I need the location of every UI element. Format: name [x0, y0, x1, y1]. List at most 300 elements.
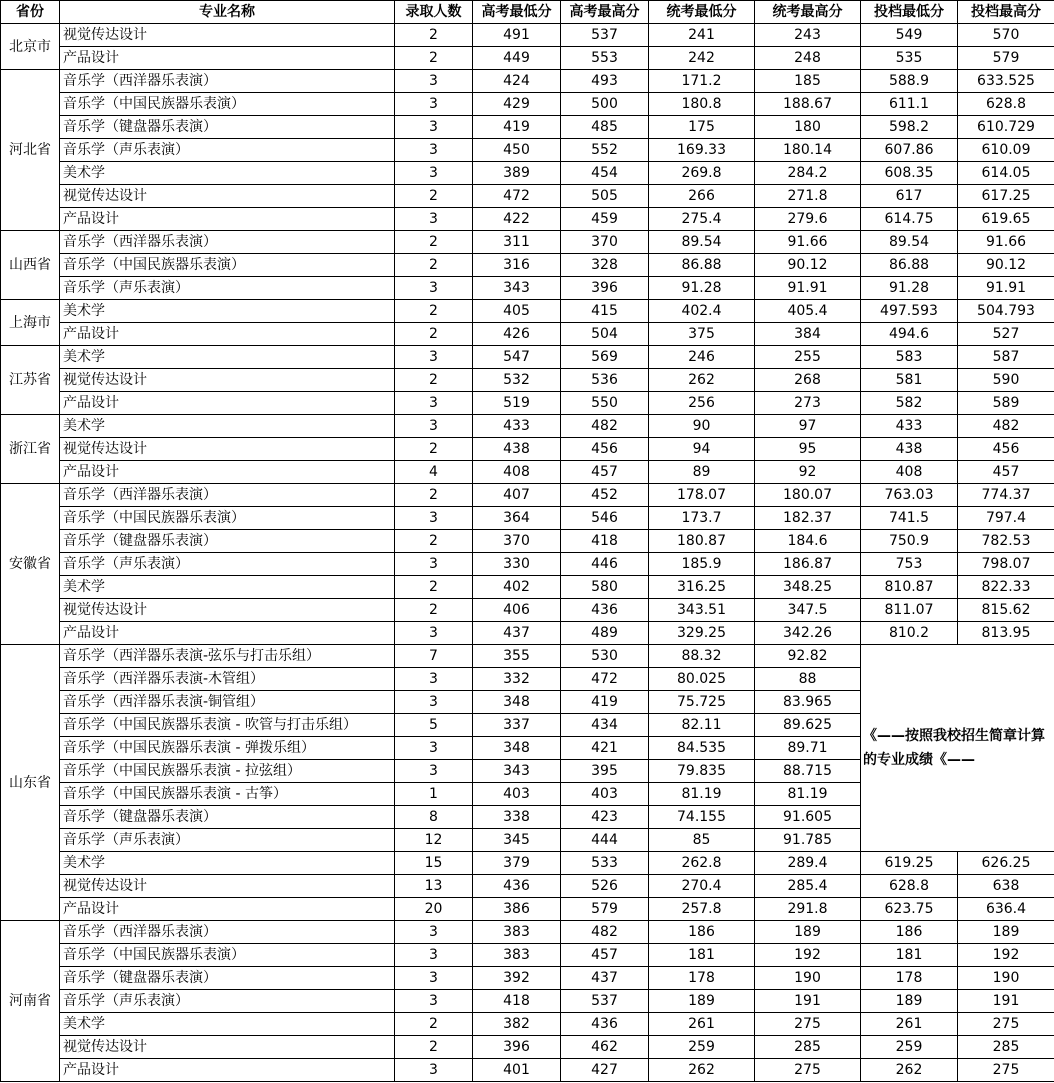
gaokao-max-cell: 415 — [561, 300, 649, 323]
unified-exam-min-cell: 81.19 — [649, 783, 755, 806]
filing-min-cell: 535 — [861, 47, 958, 70]
major-cell: 产品设计 — [60, 898, 395, 921]
major-cell: 音乐学（声乐表演） — [60, 829, 395, 852]
unified-exam-min-cell: 91.28 — [649, 277, 755, 300]
unified-exam-min-cell: 246 — [649, 346, 755, 369]
unified-exam-min-cell: 261 — [649, 1013, 755, 1036]
major-cell: 视觉传达设计 — [60, 438, 395, 461]
filing-max-cell: 813.95 — [958, 622, 1054, 645]
unified-exam-max-cell: 384 — [755, 323, 861, 346]
filing-max-cell: 610.09 — [958, 139, 1054, 162]
filing-min-cell: 582 — [861, 392, 958, 415]
admitted-count-cell: 12 — [395, 829, 473, 852]
unified-exam-max-cell: 184.6 — [755, 530, 861, 553]
major-cell: 音乐学（西洋器乐表演-铜管组） — [60, 691, 395, 714]
table-row — [1, 116, 1054, 139]
major-cell: 视觉传达设计 — [60, 1036, 395, 1059]
major-cell: 美术学 — [60, 162, 395, 185]
filing-min-cell: 91.28 — [861, 277, 958, 300]
unified-exam-min-cell: 256 — [649, 392, 755, 415]
unified-exam-min-cell: 94 — [649, 438, 755, 461]
admitted-count-cell: 2 — [395, 599, 473, 622]
gaokao-min-cell: 547 — [473, 346, 561, 369]
unified-exam-min-cell: 275.4 — [649, 208, 755, 231]
unified-exam-max-cell: 95 — [755, 438, 861, 461]
province-cell: 山东省 — [1, 645, 60, 921]
table-row — [1, 277, 1054, 300]
table-row — [1, 599, 1054, 622]
major-cell: 视觉传达设计 — [60, 369, 395, 392]
gaokao-min-cell: 402 — [473, 576, 561, 599]
filing-max-cell: 190 — [958, 967, 1054, 990]
admitted-count-cell: 2 — [395, 24, 473, 47]
gaokao-max-cell: 482 — [561, 415, 649, 438]
gaokao-min-cell: 532 — [473, 369, 561, 392]
gaokao-max-cell: 533 — [561, 852, 649, 875]
unified-exam-max-cell: 180.07 — [755, 484, 861, 507]
unified-exam-min-cell: 185.9 — [649, 553, 755, 576]
major-cell: 美术学 — [60, 300, 395, 323]
admitted-count-cell: 4 — [395, 461, 473, 484]
admitted-count-cell: 5 — [395, 714, 473, 737]
gaokao-min-cell: 519 — [473, 392, 561, 415]
filing-min-cell: 750.9 — [861, 530, 958, 553]
admitted-count-cell: 7 — [395, 645, 473, 668]
major-cell: 音乐学（中国民族器乐表演 - 古筝） — [60, 783, 395, 806]
unified-exam-max-cell: 83.965 — [755, 691, 861, 714]
filing-min-cell: 497.593 — [861, 300, 958, 323]
gaokao-min-cell: 392 — [473, 967, 561, 990]
gaokao-min-cell: 433 — [473, 415, 561, 438]
unified-exam-min-cell: 262 — [649, 1059, 755, 1082]
major-cell: 视觉传达设计 — [60, 875, 395, 898]
table-row — [1, 369, 1054, 392]
major-cell: 音乐学（键盘器乐表演） — [60, 116, 395, 139]
major-cell: 美术学 — [60, 1013, 395, 1036]
table-row — [1, 346, 1054, 369]
filing-min-cell: 259 — [861, 1036, 958, 1059]
admitted-count-cell: 20 — [395, 898, 473, 921]
major-cell: 音乐学（中国民族器乐表演） — [60, 93, 395, 116]
unified-exam-max-cell: 342.26 — [755, 622, 861, 645]
unified-exam-min-cell: 178.07 — [649, 484, 755, 507]
major-cell: 音乐学（声乐表演） — [60, 990, 395, 1013]
header-province: 省份 — [1, 1, 60, 24]
gaokao-min-cell: 379 — [473, 852, 561, 875]
gaokao-min-cell: 396 — [473, 1036, 561, 1059]
gaokao-min-cell: 472 — [473, 185, 561, 208]
gaokao-max-cell: 550 — [561, 392, 649, 415]
unified-exam-max-cell: 275 — [755, 1059, 861, 1082]
province-cell: 安徽省 — [1, 484, 60, 645]
filing-max-cell: 626.25 — [958, 852, 1054, 875]
admitted-count-cell: 2 — [395, 300, 473, 323]
major-cell: 音乐学（西洋器乐表演-弦乐与打击乐组） — [60, 645, 395, 668]
unified-exam-min-cell: 270.4 — [649, 875, 755, 898]
province-cell: 河北省 — [1, 70, 60, 231]
major-cell: 音乐学（中国民族器乐表演 - 吹管与打击乐组） — [60, 714, 395, 737]
gaokao-max-cell: 444 — [561, 829, 649, 852]
table-row — [1, 323, 1054, 346]
unified-exam-max-cell: 180.14 — [755, 139, 861, 162]
unified-exam-min-cell: 89.54 — [649, 231, 755, 254]
filing-max-cell: 587 — [958, 346, 1054, 369]
admitted-count-cell: 2 — [395, 47, 473, 70]
filing-max-cell: 457 — [958, 461, 1054, 484]
admitted-count-cell: 3 — [395, 921, 473, 944]
table-row — [1, 990, 1054, 1013]
admitted-count-cell: 3 — [395, 139, 473, 162]
unified-exam-max-cell: 284.2 — [755, 162, 861, 185]
table-row — [1, 162, 1054, 185]
unified-exam-max-cell: 285.4 — [755, 875, 861, 898]
filing-min-cell: 810.2 — [861, 622, 958, 645]
gaokao-min-cell: 403 — [473, 783, 561, 806]
gaokao-max-cell: 552 — [561, 139, 649, 162]
filing-min-cell: 628.8 — [861, 875, 958, 898]
unified-exam-min-cell: 241 — [649, 24, 755, 47]
table-row — [1, 530, 1054, 553]
filing-min-cell: 598.2 — [861, 116, 958, 139]
filing-max-cell: 192 — [958, 944, 1054, 967]
major-cell: 音乐学（声乐表演） — [60, 277, 395, 300]
filing-max-cell: 527 — [958, 323, 1054, 346]
header-major: 专业名称 — [60, 1, 395, 24]
admitted-count-cell: 2 — [395, 185, 473, 208]
major-cell: 视觉传达设计 — [60, 599, 395, 622]
gaokao-min-cell: 330 — [473, 553, 561, 576]
table-row — [1, 507, 1054, 530]
unified-exam-max-cell: 182.37 — [755, 507, 861, 530]
admitted-count-cell: 1 — [395, 783, 473, 806]
major-cell: 美术学 — [60, 576, 395, 599]
unified-exam-max-cell: 92 — [755, 461, 861, 484]
gaokao-max-cell: 419 — [561, 691, 649, 714]
admitted-count-cell: 3 — [395, 1059, 473, 1082]
filing-max-cell: 579 — [958, 47, 1054, 70]
filing-max-cell: 191 — [958, 990, 1054, 1013]
admitted-count-cell: 2 — [395, 576, 473, 599]
unified-exam-max-cell: 91.91 — [755, 277, 861, 300]
gaokao-max-cell: 553 — [561, 47, 649, 70]
gaokao-min-cell: 419 — [473, 116, 561, 139]
gaokao-max-cell: 457 — [561, 461, 649, 484]
filing-max-cell: 91.91 — [958, 277, 1054, 300]
unified-exam-min-cell: 262 — [649, 369, 755, 392]
admitted-count-cell: 3 — [395, 737, 473, 760]
filing-min-cell: 619.25 — [861, 852, 958, 875]
gaokao-min-cell: 389 — [473, 162, 561, 185]
admitted-count-cell: 3 — [395, 346, 473, 369]
gaokao-min-cell: 370 — [473, 530, 561, 553]
unified-exam-min-cell: 189 — [649, 990, 755, 1013]
unified-exam-max-cell: 89.625 — [755, 714, 861, 737]
table-row — [1, 47, 1054, 70]
admitted-count-cell: 3 — [395, 944, 473, 967]
unified-exam-min-cell: 259 — [649, 1036, 755, 1059]
gaokao-max-cell: 569 — [561, 346, 649, 369]
filing-max-cell: 617.25 — [958, 185, 1054, 208]
gaokao-max-cell: 436 — [561, 599, 649, 622]
admitted-count-cell: 3 — [395, 691, 473, 714]
header-admitted-count: 录取人数 — [395, 1, 473, 24]
table-row — [1, 208, 1054, 231]
unified-exam-min-cell: 89 — [649, 461, 755, 484]
unified-exam-max-cell: 243 — [755, 24, 861, 47]
major-cell: 音乐学（键盘器乐表演） — [60, 967, 395, 990]
gaokao-min-cell: 386 — [473, 898, 561, 921]
major-cell: 音乐学（中国民族器乐表演） — [60, 254, 395, 277]
admitted-count-cell: 8 — [395, 806, 473, 829]
major-cell: 美术学 — [60, 346, 395, 369]
unified-exam-min-cell: 343.51 — [649, 599, 755, 622]
gaokao-max-cell: 436 — [561, 1013, 649, 1036]
unified-exam-max-cell: 185 — [755, 70, 861, 93]
gaokao-max-cell: 370 — [561, 231, 649, 254]
admitted-count-cell: 2 — [395, 438, 473, 461]
table-row — [1, 70, 1054, 93]
admitted-count-cell: 3 — [395, 622, 473, 645]
unified-exam-max-cell: 285 — [755, 1036, 861, 1059]
unified-exam-max-cell: 248 — [755, 47, 861, 70]
gaokao-max-cell: 472 — [561, 668, 649, 691]
filing-max-cell: 504.793 — [958, 300, 1054, 323]
filing-min-cell: 549 — [861, 24, 958, 47]
table-row — [1, 576, 1054, 599]
major-cell: 音乐学（声乐表演） — [60, 139, 395, 162]
filing-max-cell: 285 — [958, 1036, 1054, 1059]
gaokao-max-cell: 493 — [561, 70, 649, 93]
filing-max-cell: 456 — [958, 438, 1054, 461]
gaokao-min-cell: 436 — [473, 875, 561, 898]
unified-exam-max-cell: 191 — [755, 990, 861, 1013]
gaokao-min-cell: 332 — [473, 668, 561, 691]
header-row — [1, 1, 1054, 24]
admitted-count-cell: 3 — [395, 760, 473, 783]
header-gaokao-min: 高考最低分 — [473, 1, 561, 24]
province-cell: 北京市 — [1, 24, 60, 70]
filing-max-cell: 774.37 — [958, 484, 1054, 507]
gaokao-max-cell: 459 — [561, 208, 649, 231]
major-cell: 视觉传达设计 — [60, 185, 395, 208]
unified-exam-min-cell: 86.88 — [649, 254, 755, 277]
gaokao-min-cell: 422 — [473, 208, 561, 231]
unified-exam-min-cell: 175 — [649, 116, 755, 139]
gaokao-min-cell: 355 — [473, 645, 561, 668]
gaokao-max-cell: 456 — [561, 438, 649, 461]
unified-exam-min-cell: 181 — [649, 944, 755, 967]
major-cell: 音乐学（西洋器乐表演） — [60, 70, 395, 93]
unified-exam-max-cell: 92.82 — [755, 645, 861, 668]
gaokao-max-cell: 421 — [561, 737, 649, 760]
gaokao-max-cell: 580 — [561, 576, 649, 599]
unified-exam-min-cell: 269.8 — [649, 162, 755, 185]
filing-min-cell: 614.75 — [861, 208, 958, 231]
table-row — [1, 944, 1054, 967]
filing-min-cell: 608.35 — [861, 162, 958, 185]
table-body — [1, 24, 1054, 1082]
gaokao-min-cell: 364 — [473, 507, 561, 530]
filing-min-cell: 617 — [861, 185, 958, 208]
unified-exam-max-cell: 88.715 — [755, 760, 861, 783]
gaokao-max-cell: 328 — [561, 254, 649, 277]
filing-max-cell: 570 — [958, 24, 1054, 47]
gaokao-min-cell: 429 — [473, 93, 561, 116]
major-cell: 产品设计 — [60, 392, 395, 415]
province-cell: 上海市 — [1, 300, 60, 346]
gaokao-max-cell: 457 — [561, 944, 649, 967]
table-row — [1, 231, 1054, 254]
filing-max-cell: 589 — [958, 392, 1054, 415]
filing-max-cell: 91.66 — [958, 231, 1054, 254]
unified-exam-max-cell: 192 — [755, 944, 861, 967]
major-cell: 产品设计 — [60, 47, 395, 70]
admitted-count-cell: 2 — [395, 369, 473, 392]
gaokao-min-cell: 383 — [473, 921, 561, 944]
table-row — [1, 300, 1054, 323]
unified-exam-max-cell: 90.12 — [755, 254, 861, 277]
table-row — [1, 553, 1054, 576]
table-row — [1, 392, 1054, 415]
admitted-count-cell: 3 — [395, 967, 473, 990]
major-cell: 产品设计 — [60, 323, 395, 346]
admitted-count-cell: 3 — [395, 392, 473, 415]
gaokao-min-cell: 316 — [473, 254, 561, 277]
filing-min-cell: 86.88 — [861, 254, 958, 277]
score-note: 《——按照我校招生简章计算的专业成绩《—— — [861, 645, 1054, 852]
unified-exam-max-cell: 271.8 — [755, 185, 861, 208]
admitted-count-cell: 3 — [395, 277, 473, 300]
filing-min-cell: 623.75 — [861, 898, 958, 921]
gaokao-min-cell: 418 — [473, 990, 561, 1013]
unified-exam-min-cell: 88.32 — [649, 645, 755, 668]
unified-exam-max-cell: 189 — [755, 921, 861, 944]
gaokao-min-cell: 426 — [473, 323, 561, 346]
table-row — [1, 484, 1054, 507]
gaokao-min-cell: 348 — [473, 691, 561, 714]
admitted-count-cell: 3 — [395, 415, 473, 438]
major-cell: 音乐学（中国民族器乐表演 - 弹拨乐组） — [60, 737, 395, 760]
gaokao-min-cell: 401 — [473, 1059, 561, 1082]
unified-exam-max-cell: 91.66 — [755, 231, 861, 254]
filing-max-cell: 815.62 — [958, 599, 1054, 622]
admitted-count-cell: 3 — [395, 507, 473, 530]
unified-exam-max-cell: 91.605 — [755, 806, 861, 829]
gaokao-max-cell: 504 — [561, 323, 649, 346]
unified-exam-max-cell: 190 — [755, 967, 861, 990]
unified-exam-min-cell: 90 — [649, 415, 755, 438]
filing-max-cell: 275 — [958, 1013, 1054, 1036]
gaokao-max-cell: 537 — [561, 24, 649, 47]
filing-max-cell: 797.4 — [958, 507, 1054, 530]
gaokao-min-cell: 449 — [473, 47, 561, 70]
table-row — [1, 438, 1054, 461]
unified-exam-max-cell: 255 — [755, 346, 861, 369]
filing-min-cell: 494.6 — [861, 323, 958, 346]
gaokao-max-cell: 505 — [561, 185, 649, 208]
admitted-count-cell: 2 — [395, 231, 473, 254]
table-row — [1, 24, 1054, 47]
major-cell: 音乐学（西洋器乐表演） — [60, 231, 395, 254]
major-cell: 音乐学（中国民族器乐表演） — [60, 507, 395, 530]
unified-exam-min-cell: 262.8 — [649, 852, 755, 875]
gaokao-max-cell: 526 — [561, 875, 649, 898]
major-cell: 美术学 — [60, 415, 395, 438]
filing-min-cell: 810.87 — [861, 576, 958, 599]
gaokao-max-cell: 396 — [561, 277, 649, 300]
province-cell: 江苏省 — [1, 346, 60, 415]
table-row — [1, 254, 1054, 277]
gaokao-max-cell: 423 — [561, 806, 649, 829]
unified-exam-max-cell: 89.71 — [755, 737, 861, 760]
gaokao-max-cell: 454 — [561, 162, 649, 185]
major-cell: 音乐学（声乐表演） — [60, 553, 395, 576]
filing-min-cell: 186 — [861, 921, 958, 944]
gaokao-max-cell: 536 — [561, 369, 649, 392]
gaokao-min-cell: 438 — [473, 438, 561, 461]
major-cell: 音乐学（西洋器乐表演-木管组） — [60, 668, 395, 691]
unified-exam-max-cell: 188.67 — [755, 93, 861, 116]
filing-max-cell: 482 — [958, 415, 1054, 438]
major-cell: 产品设计 — [60, 461, 395, 484]
gaokao-min-cell: 383 — [473, 944, 561, 967]
table-row — [1, 1059, 1054, 1082]
filing-min-cell: 262 — [861, 1059, 958, 1082]
unified-exam-max-cell: 275 — [755, 1013, 861, 1036]
major-cell: 产品设计 — [60, 1059, 395, 1082]
gaokao-min-cell: 424 — [473, 70, 561, 93]
table-row — [1, 967, 1054, 990]
filing-max-cell: 636.4 — [958, 898, 1054, 921]
table-row — [1, 898, 1054, 921]
filing-min-cell: 89.54 — [861, 231, 958, 254]
major-cell: 产品设计 — [60, 622, 395, 645]
unified-exam-max-cell: 268 — [755, 369, 861, 392]
unified-exam-max-cell: 347.5 — [755, 599, 861, 622]
unified-exam-min-cell: 316.25 — [649, 576, 755, 599]
filing-max-cell: 638 — [958, 875, 1054, 898]
filing-max-cell: 619.65 — [958, 208, 1054, 231]
gaokao-max-cell: 452 — [561, 484, 649, 507]
gaokao-max-cell: 537 — [561, 990, 649, 1013]
gaokao-max-cell: 403 — [561, 783, 649, 806]
gaokao-max-cell: 446 — [561, 553, 649, 576]
table-row — [1, 185, 1054, 208]
filing-min-cell: 583 — [861, 346, 958, 369]
major-cell: 音乐学（西洋器乐表演） — [60, 921, 395, 944]
gaokao-max-cell: 530 — [561, 645, 649, 668]
unified-exam-min-cell: 85 — [649, 829, 755, 852]
unified-exam-min-cell: 84.535 — [649, 737, 755, 760]
admitted-count-cell: 13 — [395, 875, 473, 898]
filing-min-cell: 261 — [861, 1013, 958, 1036]
table-row — [1, 415, 1054, 438]
filing-max-cell: 798.07 — [958, 553, 1054, 576]
unified-exam-min-cell: 329.25 — [649, 622, 755, 645]
gaokao-max-cell: 579 — [561, 898, 649, 921]
gaokao-max-cell: 462 — [561, 1036, 649, 1059]
header-filing-min: 投档最低分 — [861, 1, 958, 24]
table-row — [1, 875, 1054, 898]
gaokao-max-cell: 482 — [561, 921, 649, 944]
gaokao-min-cell: 337 — [473, 714, 561, 737]
table-row — [1, 93, 1054, 116]
gaokao-min-cell: 408 — [473, 461, 561, 484]
gaokao-min-cell: 311 — [473, 231, 561, 254]
unified-exam-min-cell: 171.2 — [649, 70, 755, 93]
gaokao-max-cell: 485 — [561, 116, 649, 139]
header-unified-exam-min: 统考最低分 — [649, 1, 755, 24]
